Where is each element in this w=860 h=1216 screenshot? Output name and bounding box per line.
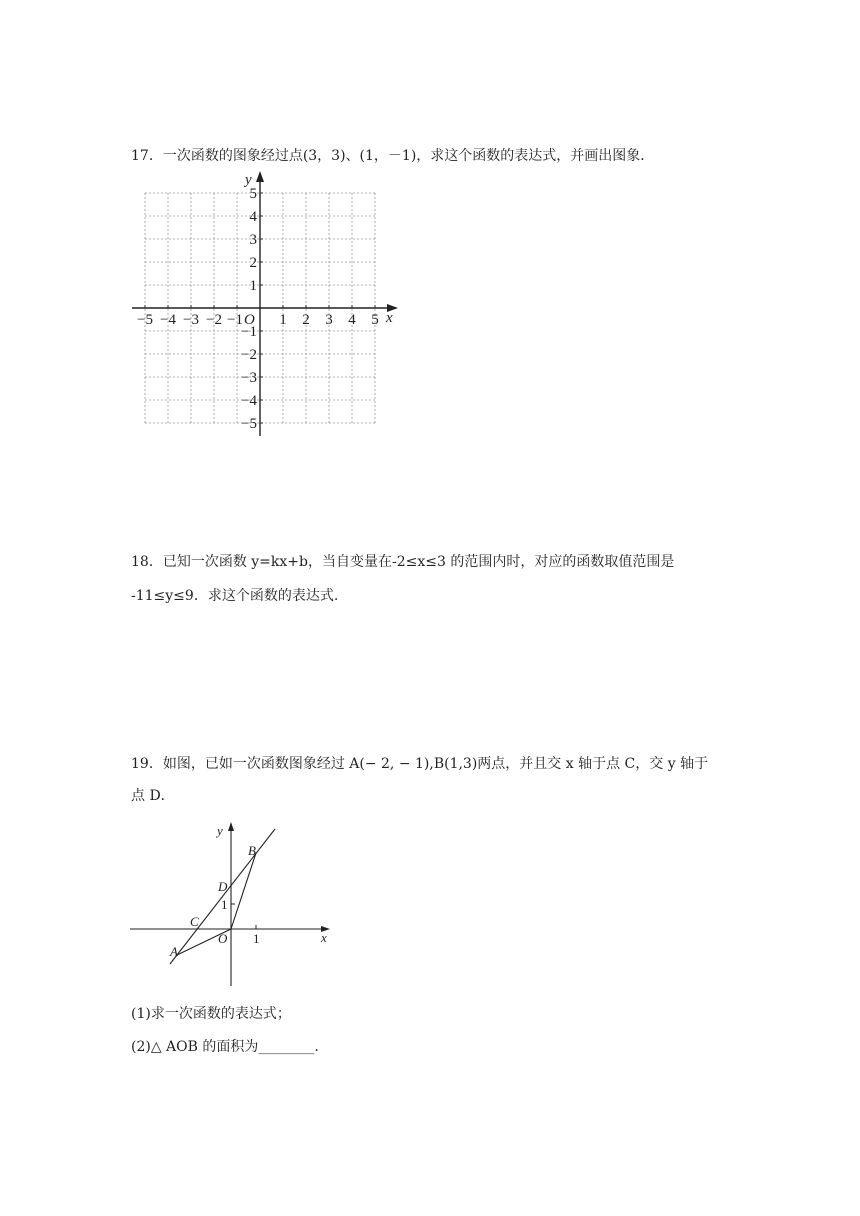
x-axis-label: x [321,930,327,945]
point-b-label: B [248,843,256,858]
x-tick-labels-pos [279,312,379,328]
y-tick-label: 2 [249,255,257,271]
q18-line1: 18．已知一次函数 y=kx+b，当自变量在-2≤x≤3 的范围内时，对应的函数取值范围是 [131,554,675,570]
y-axis-label: y [217,823,223,838]
y-tick-labels-pos [250,186,258,294]
y-tick-label: −3 [241,370,257,386]
tick-x-label: 1 [253,931,260,946]
q19-line2: 点 D． [131,788,175,804]
y-axis-arrow [228,822,234,831]
q19-part2: (2)△ AOB 的面积为________. [131,1039,319,1055]
segment-ob [231,853,256,929]
y-tick-labels-neg [241,324,257,432]
y-tick-label: −1 [241,324,257,340]
y-tick-label: 3 [249,232,257,248]
q17-text: 17．一次函数的图象经过点(3，3)、(1，－1)，求这个函数的表达式，并画出图象． [131,148,655,164]
y-tick-label: −4 [241,393,257,409]
x-tick-labels-neg [137,312,243,328]
x-tick-label: −3 [183,312,199,328]
x-tick-label: −5 [137,312,153,328]
origin-label: O [244,312,255,328]
x-tick-label: 5 [371,312,379,328]
point-a-label: A [170,944,178,959]
point-c-label: C [190,914,199,929]
y-tick-label: −5 [241,416,257,432]
q19-figure [128,818,338,993]
x-tick-label: 3 [325,312,333,328]
y-axis-arrow [256,171,264,182]
x-tick-label: −4 [160,312,176,328]
x-tick-label: 4 [348,312,356,328]
y-tick-label: 1 [249,278,257,294]
origin-label: O [218,931,228,946]
x-tick-label: 1 [279,312,287,328]
x-tick-label: −2 [206,312,222,328]
q19-line1: 19．如图，已如一次函数图象经过 A(− 2, − 1),B(1,3)两点，并且交 x 轴于点 C，交 y 轴于 [131,756,709,772]
q18-line2: -11≤y≤9．求这个函数的表达式. [131,588,339,604]
y-tick-label: 4 [249,209,257,225]
x-tick-label: 2 [302,312,310,328]
y-axis-label: y [245,172,252,188]
tick-y-label: 1 [221,897,228,912]
y-tick-label: 5 [249,186,257,202]
y-tick-label: −2 [241,347,257,363]
point-d-label: D [218,879,228,894]
x-axis-label: x [386,310,393,326]
x-tick-label: −1 [227,312,243,328]
q19-part1: (1)求一次函数的表达式； [131,1006,291,1022]
q17-coordinate-grid [128,168,408,448]
